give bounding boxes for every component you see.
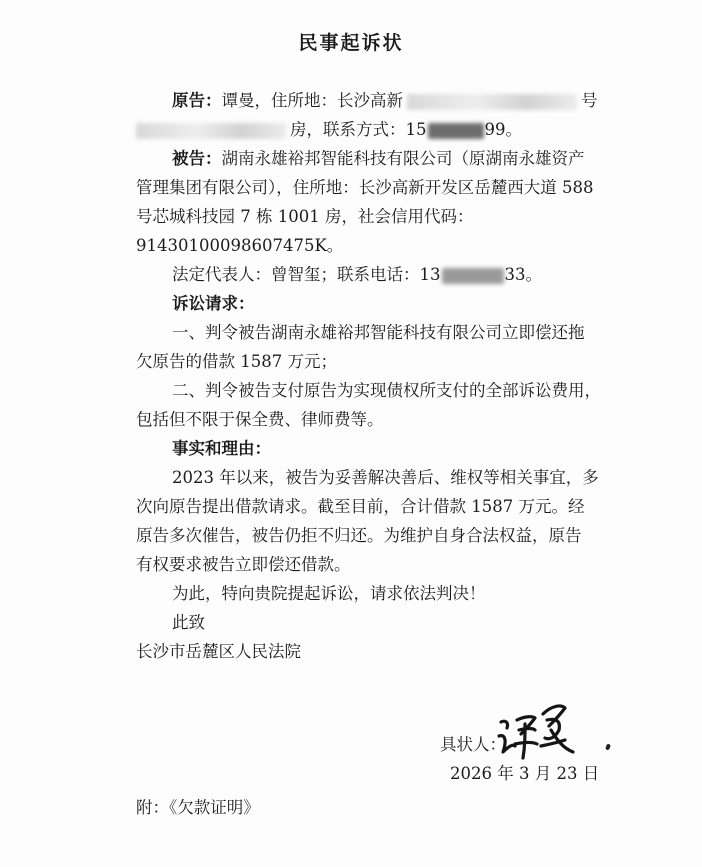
redacted-rep-phone xyxy=(442,268,504,284)
defendant-line-2: 管理集团有限公司），住所地：长沙高新开发区岳麓西大道 588 xyxy=(136,178,594,197)
defendant-credit-code: 91430100098607475K。 xyxy=(136,236,344,255)
claim-2-line-1: 二、判令被告支付原告为实现债权所支付的全部诉讼费用， xyxy=(172,381,601,400)
attachment-note: 附：《欠款证明》 xyxy=(136,798,260,817)
signer-label: 具状人： xyxy=(440,735,506,754)
rep-phone-start: 13 xyxy=(419,265,441,284)
defendant-representative xyxy=(172,264,542,286)
rep-phone-end: 33。 xyxy=(504,265,542,284)
facts-line-3: 原告多次催告，被告仍拒不归还。为维护自身合法权益，原告 xyxy=(136,526,582,545)
facts-line-4: 有权要求被告立即偿还借款。 xyxy=(136,555,351,574)
facts-request: 为此，特向贵院提起诉讼，请求依法判决！ xyxy=(172,584,486,603)
plaintiff-phone-end: 99。 xyxy=(484,120,522,139)
claim-1-line-2: 欠原告的借款 1587 万元； xyxy=(136,352,337,371)
redacted-address-detail xyxy=(136,123,286,139)
claims-heading: 诉讼请求： xyxy=(172,294,255,313)
redacted-phone xyxy=(428,123,484,139)
plaintiff-label: 原告： xyxy=(172,91,222,110)
facts-line-1: 2023 年以来，被告为妥善解决善后、维权等相关事宜，多 xyxy=(172,468,599,487)
defendant-line-3: 号芯城科技园 7 栋 1001 房，社会信用代码： xyxy=(136,207,474,226)
plaintiff-line-2 xyxy=(136,119,522,141)
document-title: 民事起诉状 xyxy=(298,32,404,54)
plaintiff-address-end: 号 xyxy=(581,91,598,110)
representative-label: 法定代表人：曾智玺；联系电话： xyxy=(172,265,420,284)
handwritten-signature xyxy=(495,700,585,770)
plaintiff-line-1 xyxy=(172,90,598,112)
claim-1-line-1: 一、判令被告湖南永雄裕邦智能科技有限公司立即偿还拖 xyxy=(172,323,585,342)
defendant-name: 湖南永雄裕邦智能科技有限公司（原湖南永雄资产 xyxy=(221,149,585,168)
claim-2-line-2: 包括但不限于保全费、律师费等。 xyxy=(136,410,384,429)
salutation: 此致 xyxy=(172,613,205,632)
ink-mark xyxy=(605,743,611,750)
filing-date: 2026 年 3 月 23 日 xyxy=(450,764,600,783)
facts-heading: 事实和理由： xyxy=(172,439,271,458)
facts-line-2: 次向原告提出借款请求。截至目前，合计借款 1587 万元。经 xyxy=(136,497,585,516)
court-name: 长沙市岳麓区人民法院 xyxy=(136,642,301,661)
defendant-line-1 xyxy=(172,148,585,170)
plaintiff-phone-start: 15 xyxy=(405,120,427,139)
plaintiff-room: 房，联系方式： xyxy=(290,120,406,139)
plaintiff-address-start: 谭曼，住所地：长沙高新 xyxy=(221,91,403,110)
redacted-address xyxy=(407,94,577,110)
defendant-label: 被告： xyxy=(172,149,222,168)
